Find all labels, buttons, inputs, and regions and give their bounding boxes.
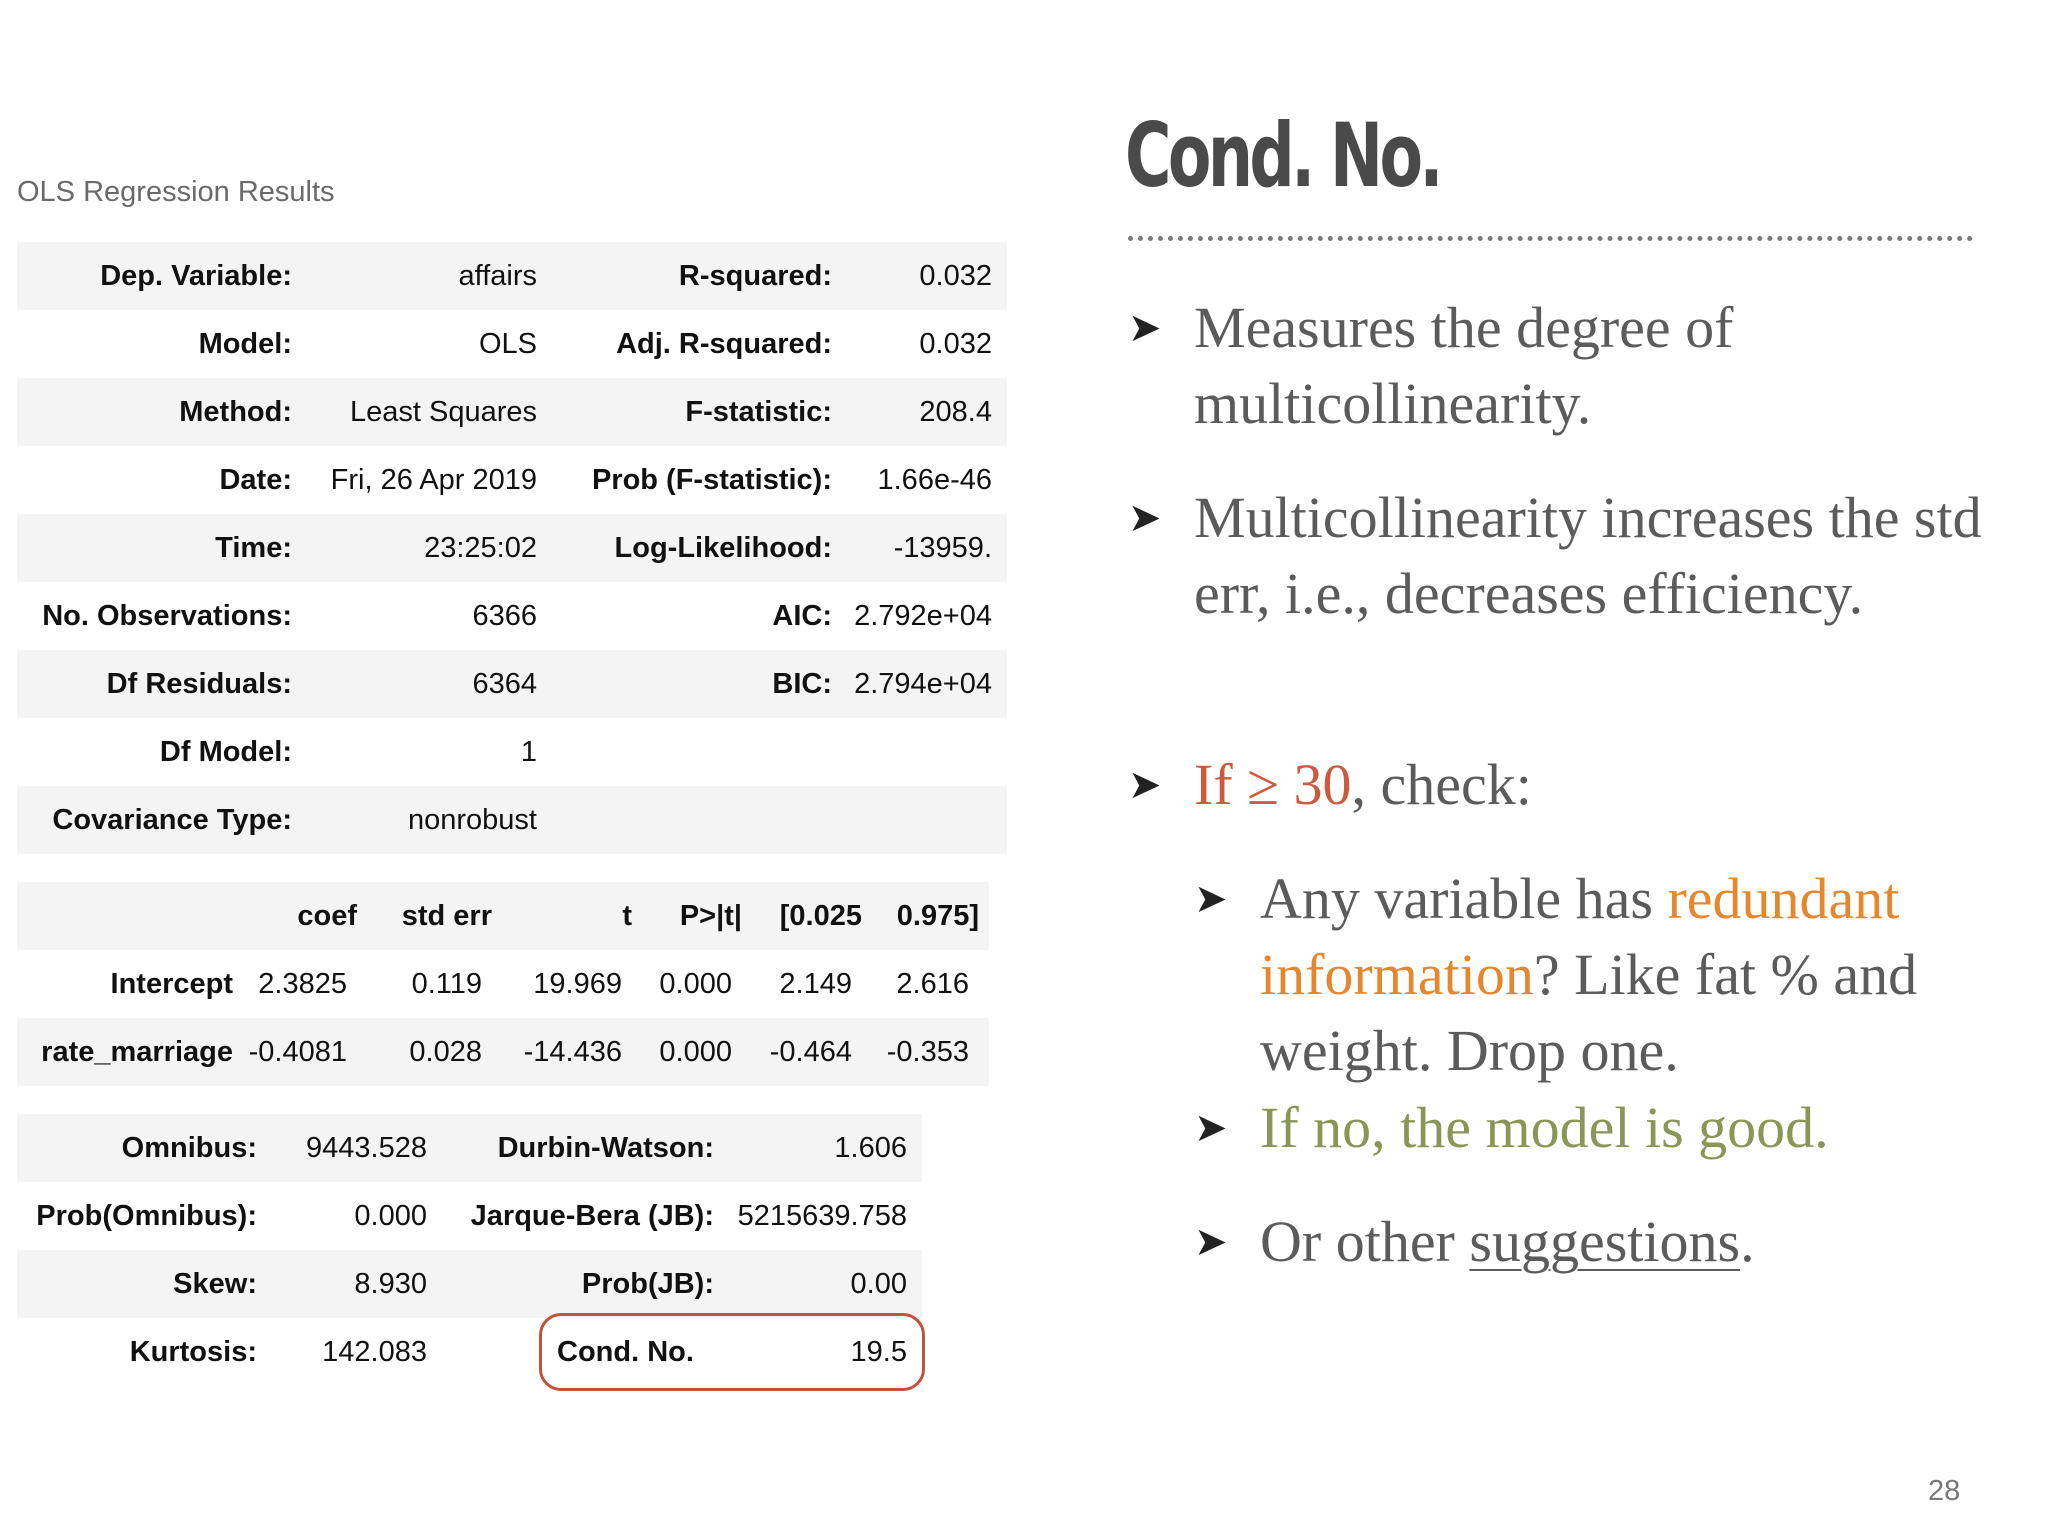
table-header-row	[17, 882, 989, 950]
row-value: 0.000	[354, 1200, 427, 1232]
row-value: 23:25:02	[424, 532, 537, 564]
slide-title: Cond. No.	[1125, 104, 1440, 207]
coef-value: 2.3825	[258, 968, 347, 1000]
row-value	[837, 718, 992, 786]
table-row	[17, 514, 1007, 582]
suggestions-link[interactable]: suggestions	[1469, 1209, 1741, 1274]
coef-value: 2.616	[896, 968, 969, 1000]
coef-value: 0.119	[411, 968, 482, 1000]
row-label	[547, 786, 832, 854]
row-value: 208.4	[919, 396, 992, 428]
table-row	[17, 786, 1007, 854]
row-label: Model:	[198, 328, 292, 360]
table-row	[17, 1250, 922, 1318]
coef-value: 0.028	[409, 1036, 482, 1068]
sub-bullet-1-pre: Any variable has	[1260, 866, 1668, 931]
row-value: 6366	[472, 600, 537, 632]
bullet-arrow-icon: ➤	[1194, 1219, 1228, 1265]
table-row	[17, 718, 1007, 786]
model-summary-table	[17, 242, 1007, 854]
row-value: 1.66e-46	[877, 464, 992, 496]
row-value: OLS	[478, 328, 537, 360]
row-label: Dep. Variable:	[100, 260, 292, 292]
row-label: Covariance Type:	[52, 804, 292, 836]
column-header: coef	[297, 900, 357, 932]
row-label: Prob(Omnibus):	[36, 1200, 257, 1232]
variable-name: rate_marriage	[41, 1036, 233, 1068]
row-value: 8.930	[354, 1268, 427, 1300]
row-value: Least Squares	[349, 396, 537, 428]
threshold-text: If ≥ 30	[1194, 752, 1352, 817]
row-label: Jarque-Bera (JB):	[470, 1200, 714, 1232]
redundant-information-text: redundant information	[1260, 866, 1900, 1007]
bullet-arrow-icon: ➤	[1128, 305, 1162, 351]
row-label: No. Observations:	[42, 600, 292, 632]
row-value	[837, 786, 992, 854]
table-caption: OLS Regression Results	[17, 176, 335, 208]
row-value: -13959.	[893, 532, 992, 564]
row-label: Prob(JB):	[581, 1268, 714, 1300]
sub-bullet-2-text: If no, the model is good.	[1260, 1095, 1829, 1160]
coef-value: -14.436	[523, 1036, 622, 1068]
row-value: 142.083	[322, 1336, 427, 1368]
row-label: Prob (F-statistic):	[591, 464, 832, 496]
row-label: Skew:	[173, 1268, 257, 1300]
row-value: nonrobust	[408, 804, 537, 836]
row-value: 2.794e+04	[854, 668, 992, 700]
table-row	[17, 1018, 989, 1086]
row-label: R-squared:	[678, 260, 832, 292]
column-header: 0.975]	[896, 900, 979, 932]
table-row	[17, 582, 1007, 650]
column-header: P>|t|	[679, 900, 742, 932]
row-value: 1.606	[834, 1132, 907, 1164]
table-row	[17, 242, 1007, 310]
table-row	[17, 950, 989, 1018]
row-value: 0.00	[850, 1268, 907, 1300]
dotted-divider	[1128, 236, 1973, 251]
coef-value: 0.000	[659, 1036, 732, 1068]
row-label: Df Model:	[159, 736, 292, 768]
table-row	[17, 310, 1007, 378]
row-label: Log-Likelihood:	[614, 532, 832, 564]
bullet-arrow-icon: ➤	[1194, 876, 1228, 922]
row-label: F-statistic:	[685, 396, 832, 428]
row-label: BIC:	[772, 668, 832, 700]
coef-value: -0.4081	[248, 1036, 347, 1068]
table-row	[17, 1182, 922, 1250]
variable-name: Intercept	[110, 968, 233, 1000]
row-label: Method:	[179, 396, 292, 428]
table-row	[17, 650, 1007, 718]
bullet-2-text: Multicollinearity increases the std err, i.e., decreases efficiency.	[1194, 485, 1982, 626]
column-header: [0.025	[779, 900, 862, 932]
sub-bullet-3-post: .	[1740, 1209, 1755, 1274]
cond-no-label: Cond. No.	[557, 1336, 694, 1368]
sub-bullet-1-post: ? Like fat % and weight. Drop one.	[1260, 942, 1918, 1083]
coef-value: 0.000	[659, 968, 732, 1000]
row-value: 1	[520, 736, 537, 768]
table-row	[17, 446, 1007, 514]
column-header: t	[622, 900, 632, 932]
row-value: Fri, 26 Apr 2019	[330, 464, 537, 496]
row-label: Df Residuals:	[106, 668, 292, 700]
bullet-1-text: Measures the degree of multicollinearity.	[1194, 295, 1734, 436]
sub-bullet-3-pre: Or other	[1260, 1209, 1470, 1274]
row-value: 9443.528	[306, 1132, 427, 1164]
cond-no-value: 19.5	[850, 1336, 907, 1368]
bullet-3-rest: , check:	[1351, 752, 1532, 817]
row-value: 6364	[472, 668, 537, 700]
row-label: Adj. R-squared:	[616, 328, 832, 360]
row-label: Durbin-Watson:	[497, 1132, 714, 1164]
row-value: affairs	[458, 260, 537, 292]
coef-value: 19.969	[533, 968, 622, 1000]
bullet-arrow-icon: ➤	[1128, 762, 1162, 808]
row-value: 5215639.758	[737, 1200, 907, 1232]
table-row	[17, 1114, 922, 1182]
bullet-arrow-icon: ➤	[1128, 495, 1162, 541]
table-row	[17, 378, 1007, 446]
coefficients-table	[17, 882, 989, 1086]
row-label: AIC:	[772, 600, 832, 632]
row-label	[547, 718, 832, 786]
row-label: Omnibus:	[121, 1132, 257, 1164]
coef-value: 2.149	[779, 968, 852, 1000]
coef-value: -0.353	[886, 1036, 969, 1068]
column-header: std err	[401, 900, 492, 932]
coef-value: -0.464	[769, 1036, 852, 1068]
bullet-arrow-icon: ➤	[1194, 1105, 1228, 1151]
row-value: 2.792e+04	[854, 600, 992, 632]
row-value: 0.032	[919, 328, 992, 360]
page-number: 28	[1928, 1475, 1961, 1507]
row-label: Kurtosis:	[129, 1336, 257, 1368]
row-label: Date:	[219, 464, 292, 496]
cond-no-highlight-box	[539, 1313, 925, 1391]
row-label: Time:	[215, 532, 292, 564]
row-value: 0.032	[919, 260, 992, 292]
